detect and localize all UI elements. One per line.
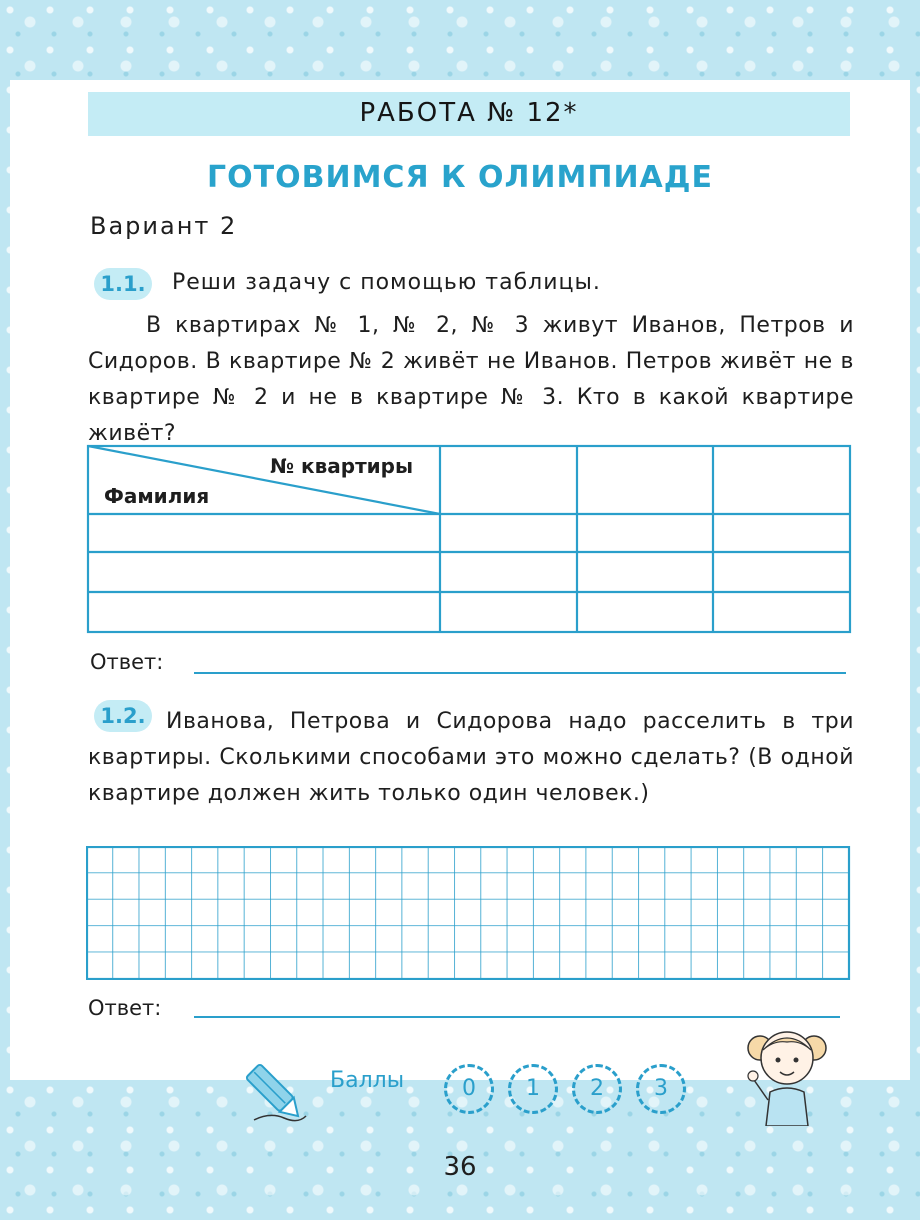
task-instruction: Реши задачу с помощью таблицы. bbox=[172, 270, 601, 295]
score-option-1[interactable]: 1 bbox=[508, 1064, 558, 1114]
task-number-badge: 1.2. bbox=[94, 700, 152, 732]
score-options bbox=[444, 1064, 686, 1114]
work-grid bbox=[86, 846, 852, 980]
answer-line[interactable] bbox=[194, 672, 846, 674]
score-option-3[interactable]: 3 bbox=[636, 1064, 686, 1114]
page-number: 36 bbox=[443, 1152, 477, 1182]
score-label: Баллы bbox=[330, 1068, 405, 1093]
section-title: ГОТОВИМСЯ К ОЛИМПИАДЕ bbox=[207, 160, 713, 195]
girl-illustration bbox=[744, 1020, 830, 1126]
score-option-0[interactable]: 0 bbox=[444, 1064, 494, 1114]
answer-line[interactable] bbox=[194, 1016, 840, 1018]
pencil-icon bbox=[244, 1054, 310, 1126]
variant-label: Вариант 2 bbox=[90, 212, 238, 240]
work-title: РАБОТА № 12* bbox=[359, 98, 579, 128]
task-text: Иванова, Петрова и Сидорова надо расселить в три квартиры. Сколькими способами это можно сделать? (В одной квартире должен жить только один человек.) bbox=[88, 709, 854, 806]
task-number-badge: 1.1. bbox=[94, 268, 152, 300]
score-option-2[interactable]: 2 bbox=[572, 1064, 622, 1114]
answer-label: Ответ: bbox=[88, 996, 162, 1020]
answer-label: Ответ: bbox=[90, 650, 164, 674]
table-column-header: № квартиры bbox=[270, 454, 414, 478]
task-text: В квартирах № 1, № 2, № 3 живут Иванов, Петров и Сидоров. В квартире № 2 живёт не Иванов. Петров живёт не в квартире № 2 и не в квартире № 3. Кто в какой квартире живёт? bbox=[88, 313, 854, 446]
table-row-header: Фамилия bbox=[104, 484, 210, 508]
